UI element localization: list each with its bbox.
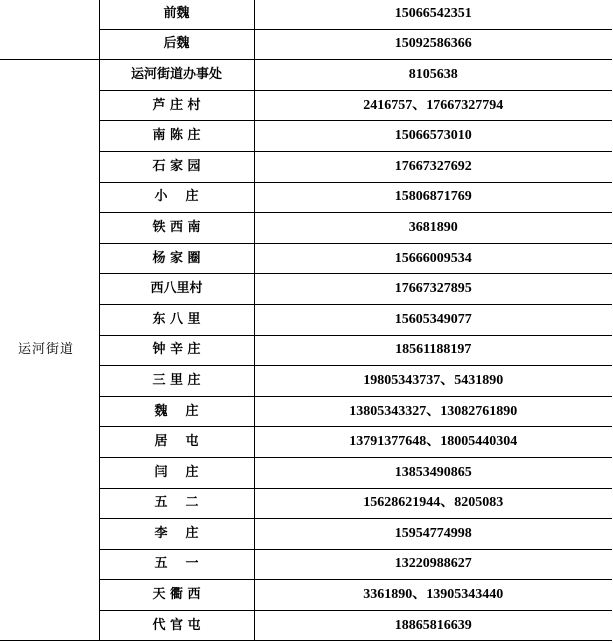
phone-number: 15605349077: [254, 304, 612, 335]
village-name: 前魏: [99, 0, 254, 29]
table-row: [0, 0, 612, 29]
phone-number: 15066573010: [254, 121, 612, 152]
village-name: 闫 庄: [99, 457, 254, 488]
phone-number: 18865816639: [254, 610, 612, 641]
village-name: 李 庄: [99, 519, 254, 550]
village-name: 三 里 庄: [99, 366, 254, 397]
village-name: 五 二: [99, 488, 254, 519]
village-name: 西八里村: [99, 274, 254, 305]
phone-number: 3681890: [254, 213, 612, 244]
phone-number: 13220988627: [254, 549, 612, 580]
phone-number: 15066542351: [254, 0, 612, 29]
village-name: 天 衢 西: [99, 580, 254, 611]
village-name: 五 一: [99, 549, 254, 580]
village-name: 钟 辛 庄: [99, 335, 254, 366]
phone-number: 13791377648、18005440304: [254, 427, 612, 458]
village-name: 石 家 园: [99, 151, 254, 182]
village-name: 代 官 屯: [99, 610, 254, 641]
phone-number: 15806871769: [254, 182, 612, 213]
village-name: 芦 庄 村: [99, 90, 254, 121]
table-row: [0, 60, 612, 91]
phone-number: 15092586366: [254, 29, 612, 60]
phone-number: 19805343737、5431890: [254, 366, 612, 397]
village-name: 东 八 里: [99, 304, 254, 335]
village-name: 运河街道办事处: [99, 60, 254, 91]
village-name: 魏 庄: [99, 396, 254, 427]
phone-number: 8105638: [254, 60, 612, 91]
village-name: 居 屯: [99, 427, 254, 458]
phone-number: 18561188197: [254, 335, 612, 366]
phone-number: 3361890、13905343440: [254, 580, 612, 611]
phone-number: 17667327895: [254, 274, 612, 305]
phone-number: 2416757、17667327794: [254, 90, 612, 121]
phone-number: 13805343327、13082761890: [254, 396, 612, 427]
village-name: 小 庄: [99, 182, 254, 213]
village-name: 杨 家 圈: [99, 243, 254, 274]
village-name: 南 陈 庄: [99, 121, 254, 152]
phone-number: 15666009534: [254, 243, 612, 274]
phone-number: 13853490865: [254, 457, 612, 488]
group-cell: [0, 0, 99, 60]
phone-number: 15628621944、8205083: [254, 488, 612, 519]
group-cell: 运河街道: [0, 60, 99, 641]
village-name: 后魏: [99, 29, 254, 60]
phone-number: 15954774998: [254, 519, 612, 550]
village-name: 铁 西 南: [99, 213, 254, 244]
phone-number: 17667327692: [254, 151, 612, 182]
